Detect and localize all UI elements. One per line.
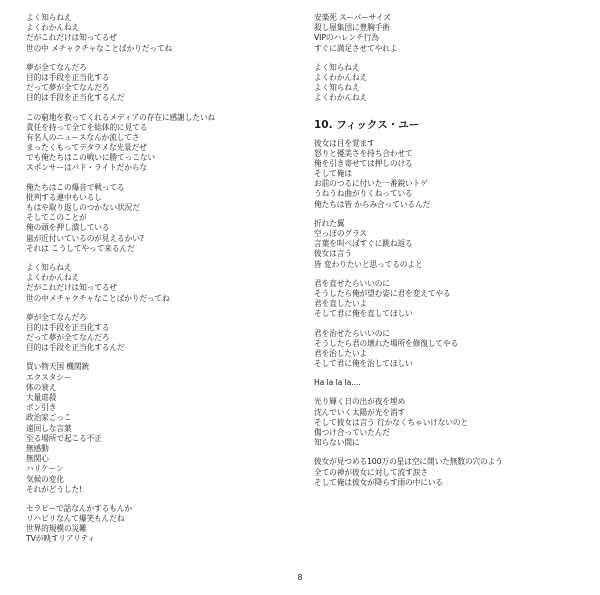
- lyric-line: だって夢が全てなんだろ: [26, 83, 110, 93]
- lyric-line: 有名人のニュースなんか流してさ: [26, 132, 140, 142]
- lyric-line: 言葉を叫べばすぐに跳ね返る: [314, 239, 413, 249]
- lyric-line: そしてこのことが: [26, 213, 87, 223]
- lyric-line: ポン引き: [26, 403, 57, 413]
- lyric-line: でも俺たちはこの戦いに勝てっこない: [26, 153, 155, 163]
- lyric-line: セラピーで話なんかするもんか: [26, 503, 132, 513]
- left-column: [26, 13, 288, 554]
- lyric-line: そうしたら君の壊れた場所を修復してやる: [314, 338, 459, 348]
- lyric-stanza: [314, 139, 590, 210]
- lyric-stanza: [314, 219, 590, 270]
- lyric-line: 彼女は言う: [314, 249, 352, 259]
- lyric-line: そして彼女は言う 行かなくちゃいけないのと: [314, 417, 469, 427]
- lyric-line: 嵐が近付いているのが見えるかい?: [26, 233, 144, 243]
- lyric-line: よくわかんねえ: [314, 93, 368, 103]
- lyric-line: 傷つけ合っていたんだ: [314, 428, 390, 437]
- lyric-line: だがこれだけは知ってるぜ: [26, 283, 117, 293]
- lyric-line: 安楽死 スーパーサイズ: [314, 13, 391, 22]
- right-column-bottom: [314, 139, 590, 488]
- lyric-stanza: [314, 13, 590, 54]
- lyric-line: よく知らねえ: [26, 13, 72, 22]
- lyric-stanza: [26, 113, 288, 174]
- lyric-line: 世の中 メチャクチャなことばかりだってね: [26, 43, 173, 53]
- lyric-stanza: [314, 397, 590, 448]
- lyric-line: よくわかんねえ: [314, 72, 368, 82]
- lyric-line: 俺を引き寄せては押しのける: [314, 158, 413, 168]
- lyric-stanza: [26, 183, 288, 254]
- page-number: 8: [297, 573, 303, 582]
- lyric-stanza: [26, 13, 288, 54]
- lyric-stanza: [314, 457, 590, 488]
- lyric-line: そして君に俺を治してほしい: [314, 359, 413, 369]
- lyric-line: 知らない間に: [314, 438, 360, 448]
- right-column-top: [314, 13, 590, 104]
- lyric-line: 沈んでいく太陽が光を消す: [314, 407, 406, 417]
- lyric-line: だがこれだけは知ってるぜ: [26, 33, 117, 43]
- lyric-line: 無関心: [26, 454, 49, 464]
- lyric-line: 怒りと優美さを持ち合わせて: [314, 148, 413, 158]
- lyric-line: お前のつるに付いた一番鋭いトゲ: [314, 179, 428, 189]
- lyric-line: そして俺は: [314, 169, 352, 179]
- lyric-line: だって夢が全てなんだろ: [26, 333, 110, 343]
- lyric-line: まったくもってデタラメな光景だぜ: [26, 143, 147, 153]
- right-column: [314, 13, 590, 497]
- lyric-line: 無感動: [26, 443, 49, 453]
- lyric-line: 全ての神が彼女に対して流す涙さ: [314, 467, 428, 477]
- lyric-line: 大量虐殺: [26, 393, 57, 402]
- lyric-line: すぐに満足させてやれよ: [314, 43, 398, 53]
- lyric-line: そうしたら俺が望む姿に君を変えてやる: [314, 288, 451, 298]
- lyric-line: スポンサーはバド・ライトだからな: [26, 163, 148, 173]
- lyric-line: 夢が全てなんだろ: [26, 62, 87, 72]
- lyric-stanza: [314, 329, 590, 370]
- lyric-line: 買い物天国 機関銃: [26, 362, 90, 372]
- lyric-line: VIPのハレンチ行為: [314, 33, 379, 43]
- lyric-line: 目的は手段を正当化するんだ: [26, 93, 125, 103]
- lyric-line: 折れた翼: [314, 218, 345, 228]
- lyric-stanza: [314, 63, 590, 104]
- lyric-line: もはや取り返しのつかない状況だ: [26, 203, 140, 212]
- lyric-line: 空っぽのグラス: [314, 229, 367, 238]
- lyric-stanza: [26, 362, 288, 494]
- lyric-line: 世界的規模の災難: [26, 524, 87, 534]
- lyric-line: 目的は手段を正当化する: [26, 72, 110, 82]
- lyric-line: 世の中メチャクチャなことばかりだってね: [26, 293, 170, 303]
- lyric-line: よく知らねえ: [314, 83, 360, 93]
- lyric-line: 光り輝く日の出が夜を埋め: [314, 397, 406, 407]
- lyric-line: 遠回しな言葉: [26, 423, 72, 433]
- lyric-line: 君を直せたらいいのに: [314, 278, 390, 288]
- lyric-line: リハビリなんて爆笑もんだね: [26, 514, 125, 524]
- lyric-line: この窮地を救ってくれるメディアの存在に感謝したいね: [26, 112, 216, 122]
- lyric-line: 目的は手段を正当化する: [26, 322, 110, 332]
- lyric-line: 君を治したいよ: [314, 348, 368, 358]
- lyric-line: よく知らねえ: [26, 262, 72, 272]
- lyric-line: 目的は手段を正当化するんだ: [26, 343, 125, 353]
- lyric-stanza: [314, 378, 590, 388]
- lyric-stanza: [26, 504, 288, 545]
- lyric-stanza: [26, 313, 288, 354]
- lyric-line: 俺の頭を押し潰している: [26, 223, 110, 233]
- lyric-line: 俺たちはこの爆音で戦ってる: [26, 182, 125, 192]
- lyric-line: ハリケーン: [26, 464, 64, 474]
- lyric-line: 彼女は目を覚ます: [314, 138, 375, 148]
- lyric-line: よくわかんねえ: [26, 273, 80, 283]
- lyric-line: Ha la la la....: [314, 378, 361, 388]
- lyric-line: 責任を持って全てを総体的に見てる: [26, 122, 148, 132]
- lyric-line: 体の衰え: [26, 382, 57, 392]
- lyric-line: 君を直したいよ: [314, 299, 368, 309]
- lyric-line: 夢が全てなんだろ: [26, 312, 87, 322]
- lyric-line: そして君に俺を直してほしい: [314, 309, 413, 319]
- lyric-stanza: [314, 279, 590, 320]
- lyric-line: よく知らねえ: [314, 62, 360, 72]
- lyric-line: それがどうした!: [26, 484, 83, 494]
- lyric-line: そして俺は彼女が降らす雨の中にいる: [314, 477, 443, 487]
- lyric-line: 彼女が見つめる100万の星は空に開いた無数の穴のよう: [314, 457, 503, 467]
- lyric-stanza: [26, 263, 288, 304]
- lyric-stanza: [26, 63, 288, 104]
- lyric-line: 君を治せたらいいのに: [314, 328, 390, 338]
- lyric-line: 政治家ごっこ: [26, 413, 72, 423]
- lyric-line: エクスタシー: [26, 372, 72, 382]
- lyric-line: TVが映すリアリティ: [26, 534, 96, 544]
- lyric-line: よくわかんねえ: [26, 23, 80, 33]
- lyric-line: 気候の変化: [26, 474, 64, 484]
- lyric-line: 皆 変わりたいと思ってるのよと: [314, 259, 423, 269]
- lyric-line: 俺たちは皆 からみ合っているんだ: [314, 199, 431, 209]
- lyric-line: 殺し屋集団に豊胸手術: [314, 23, 390, 33]
- lyric-line: うねうね曲がりくねっている: [314, 189, 413, 199]
- lyric-line: 批判する連中もいるし: [26, 192, 102, 202]
- song-title: 10. フィックス・ユー: [314, 118, 420, 131]
- lyric-line: 至る場所で起こる不正: [26, 433, 102, 443]
- lyric-line: それは こうしてやって来るんだ: [26, 243, 135, 253]
